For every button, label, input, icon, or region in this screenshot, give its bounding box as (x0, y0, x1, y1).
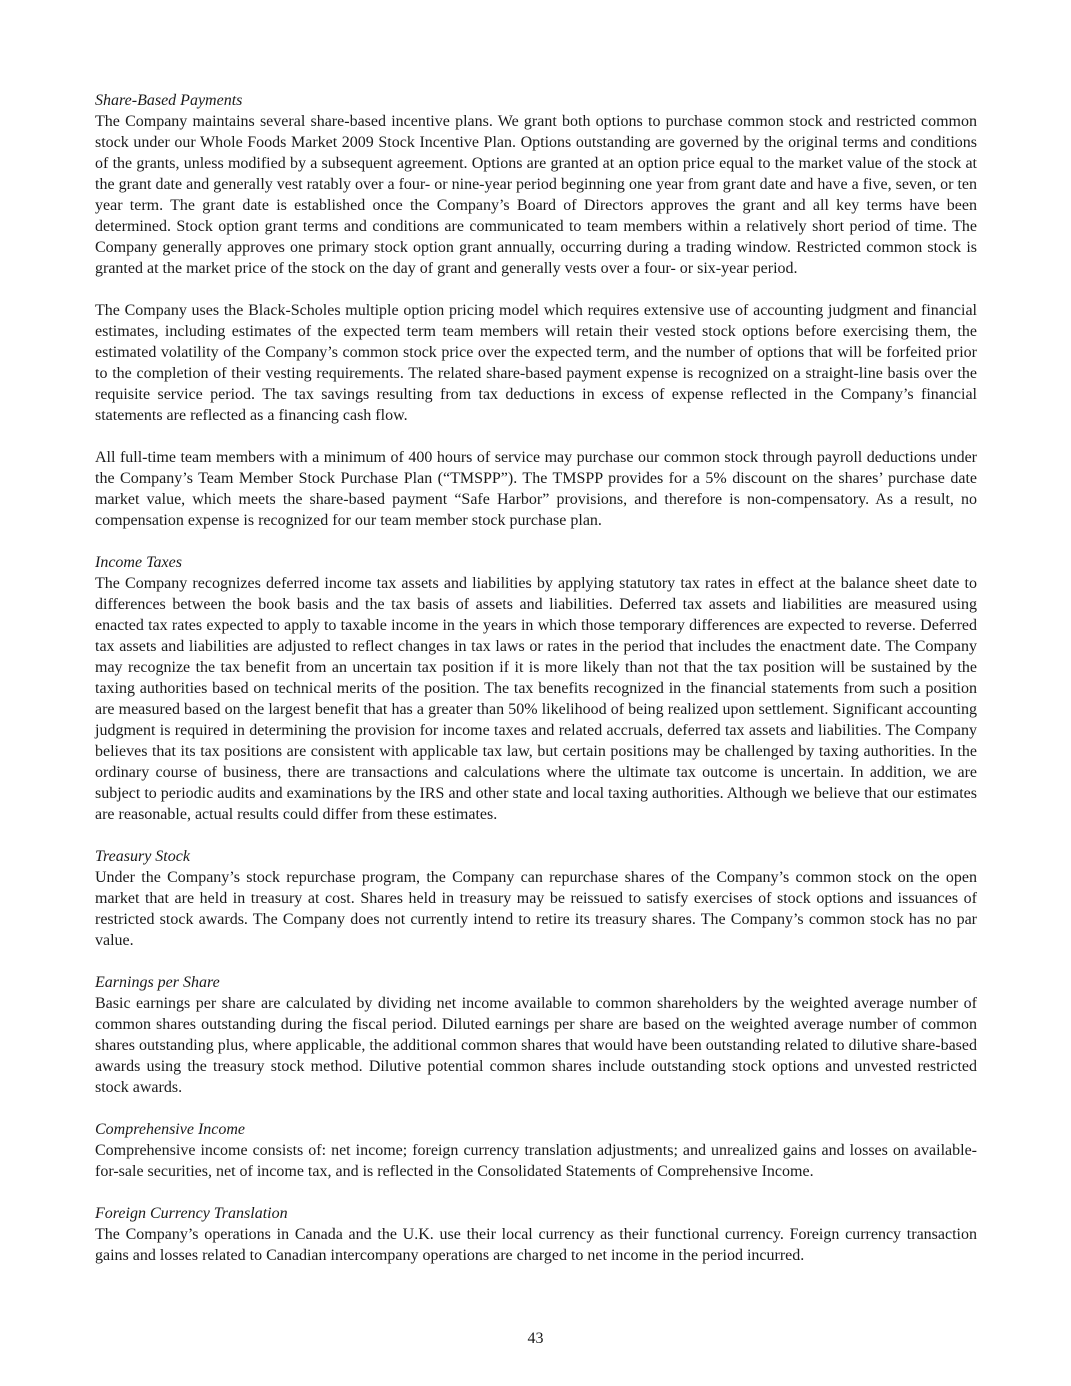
paragraph: All full-time team members with a minimum of 400 hours of service may purchase our common stock through payroll deductions under the Company’s Team Member Stock Purchase Plan (“TMSPP”). The TMSPP provides for a 5% discount on the shares’ purchase date market value, which meets the share-based payment “Safe Harbor” provisions, and therefore is non-compensatory. As a result, no compensation expense is recognized for our team member stock purchase plan. (95, 449, 977, 529)
paragraph: Comprehensive income consists of: net income; foreign currency translation adjustments; and unrealized gains and losses on available-for-sale securities, net of income tax, and is reflected in the Consolidated Statements of Comprehensive Income. (95, 1142, 977, 1180)
section-earnings-per-share (95, 972, 977, 1098)
paragraph: Basic earnings per share are calculated by dividing net income available to common shareholders by the weighted average number of common shares outstanding during the fiscal period. Diluted earnings per share are based on the weighted average number of common shares outstanding plus, where applicable, the additional common shares that would have been outstanding related to dilutive share-based awards using the treasury stock method. Dilutive potential common shares include outstanding stock options and unvested restricted stock awards. (95, 995, 977, 1096)
section-heading: Income Taxes (95, 554, 182, 571)
section-comprehensive-income (95, 1119, 977, 1182)
document-body (95, 90, 977, 1266)
page-number: 43 (527, 1330, 544, 1347)
paragraph: The Company recognizes deferred income tax assets and liabilities by applying statutory tax rates in effect at the balance sheet date to differences between the book basis and the tax basis of assets and liabilities. Deferred tax assets and liabilities are measured using enacted tax rates expected to apply to taxable income in the years in which those temporary differences are expected to reverse. Deferred tax assets and liabilities are adjusted to reflect changes in tax laws or rates in the period that includes the enactment date. The Company may recognize the tax benefit from an uncertain tax position if it is more likely than not that the tax position will be sustained by the taxing authorities based on technical merits of the position. The tax benefits recognized in the financial statements from such a position are measured based on the largest benefit that has a greater than 50% likelihood of being realized upon settlement. Significant accounting judgment is required in determining the provision for income taxes and related accruals, deferred tax assets and liabilities. The Company believes that its tax positions are consistent with applicable tax law, but certain positions may be challenged by taxing authorities. In the ordinary course of business, there are transactions and calculations where the ultimate tax outcome is uncertain. In addition, we are subject to periodic audits and examinations by the IRS and other state and local taxing authorities. Although we believe that our estimates are reasonable, actual results could differ from these estimates. (95, 575, 977, 823)
paragraph: The Company maintains several share-based incentive plans. We grant both options to purchase common stock and restricted common stock under our Whole Foods Market 2009 Stock Incentive Plan. Options outstanding are governed by the original terms and conditions of the grants, unless modified by a subsequent agreement. Options are granted at an option price equal to the market value of the stock at the grant date and generally vest ratably over a four- or nine-year period beginning one year from grant date and have a five, seven, or ten year term. The grant date is established once the Company’s Board of Directors approves the grant and all key terms have been determined. Stock option grant terms and conditions are communicated to team members within a relatively short period of time. The Company generally approves one primary stock option grant annually, occurring during a trading window. Restricted common stock is granted at the market price of the stock on the day of grant and generally vests over a four- or six-year period. (95, 113, 977, 277)
section-heading: Comprehensive Income (95, 1121, 246, 1138)
section-heading: Earnings per Share (95, 974, 220, 991)
paragraph: The Company uses the Black-Scholes multiple option pricing model which requires extensive use of accounting judgment and financial estimates, including estimates of the expected term team members will retain their vested stock options before exercising them, the estimated volatility of the Company’s common stock price over the expected term, and the number of options that will be forfeited prior to the completion of their vesting requirements. The related share-based payment expense is recognized on a straight-line basis over the requisite service period. The tax savings resulting from tax deductions in excess of expense reflected in the Company’s financial statements are reflected as a financing cash flow. (95, 302, 977, 424)
section-treasury-stock (95, 846, 977, 951)
section-income-taxes (95, 552, 977, 825)
section-heading: Foreign Currency Translation (95, 1205, 288, 1222)
section-share-based-payments (95, 90, 977, 531)
section-foreign-currency-translation (95, 1203, 977, 1266)
paragraph: Under the Company’s stock repurchase program, the Company can repurchase shares of the Company’s common stock on the open market that are held in treasury at cost. Shares held in treasury may be reissued to satisfy exercises of stock options and issuances of restricted stock awards. The Company does not currently intend to retire its treasury shares. The Company’s common stock has no par value. (95, 869, 977, 949)
paragraph: The Company’s operations in Canada and the U.K. use their local currency as their functional currency. Foreign currency transaction gains and losses related to Canadian intercompany operations are charged to net income in the period incurred. (95, 1226, 977, 1264)
section-heading: Treasury Stock (95, 848, 190, 865)
section-heading: Share-Based Payments (95, 92, 243, 109)
